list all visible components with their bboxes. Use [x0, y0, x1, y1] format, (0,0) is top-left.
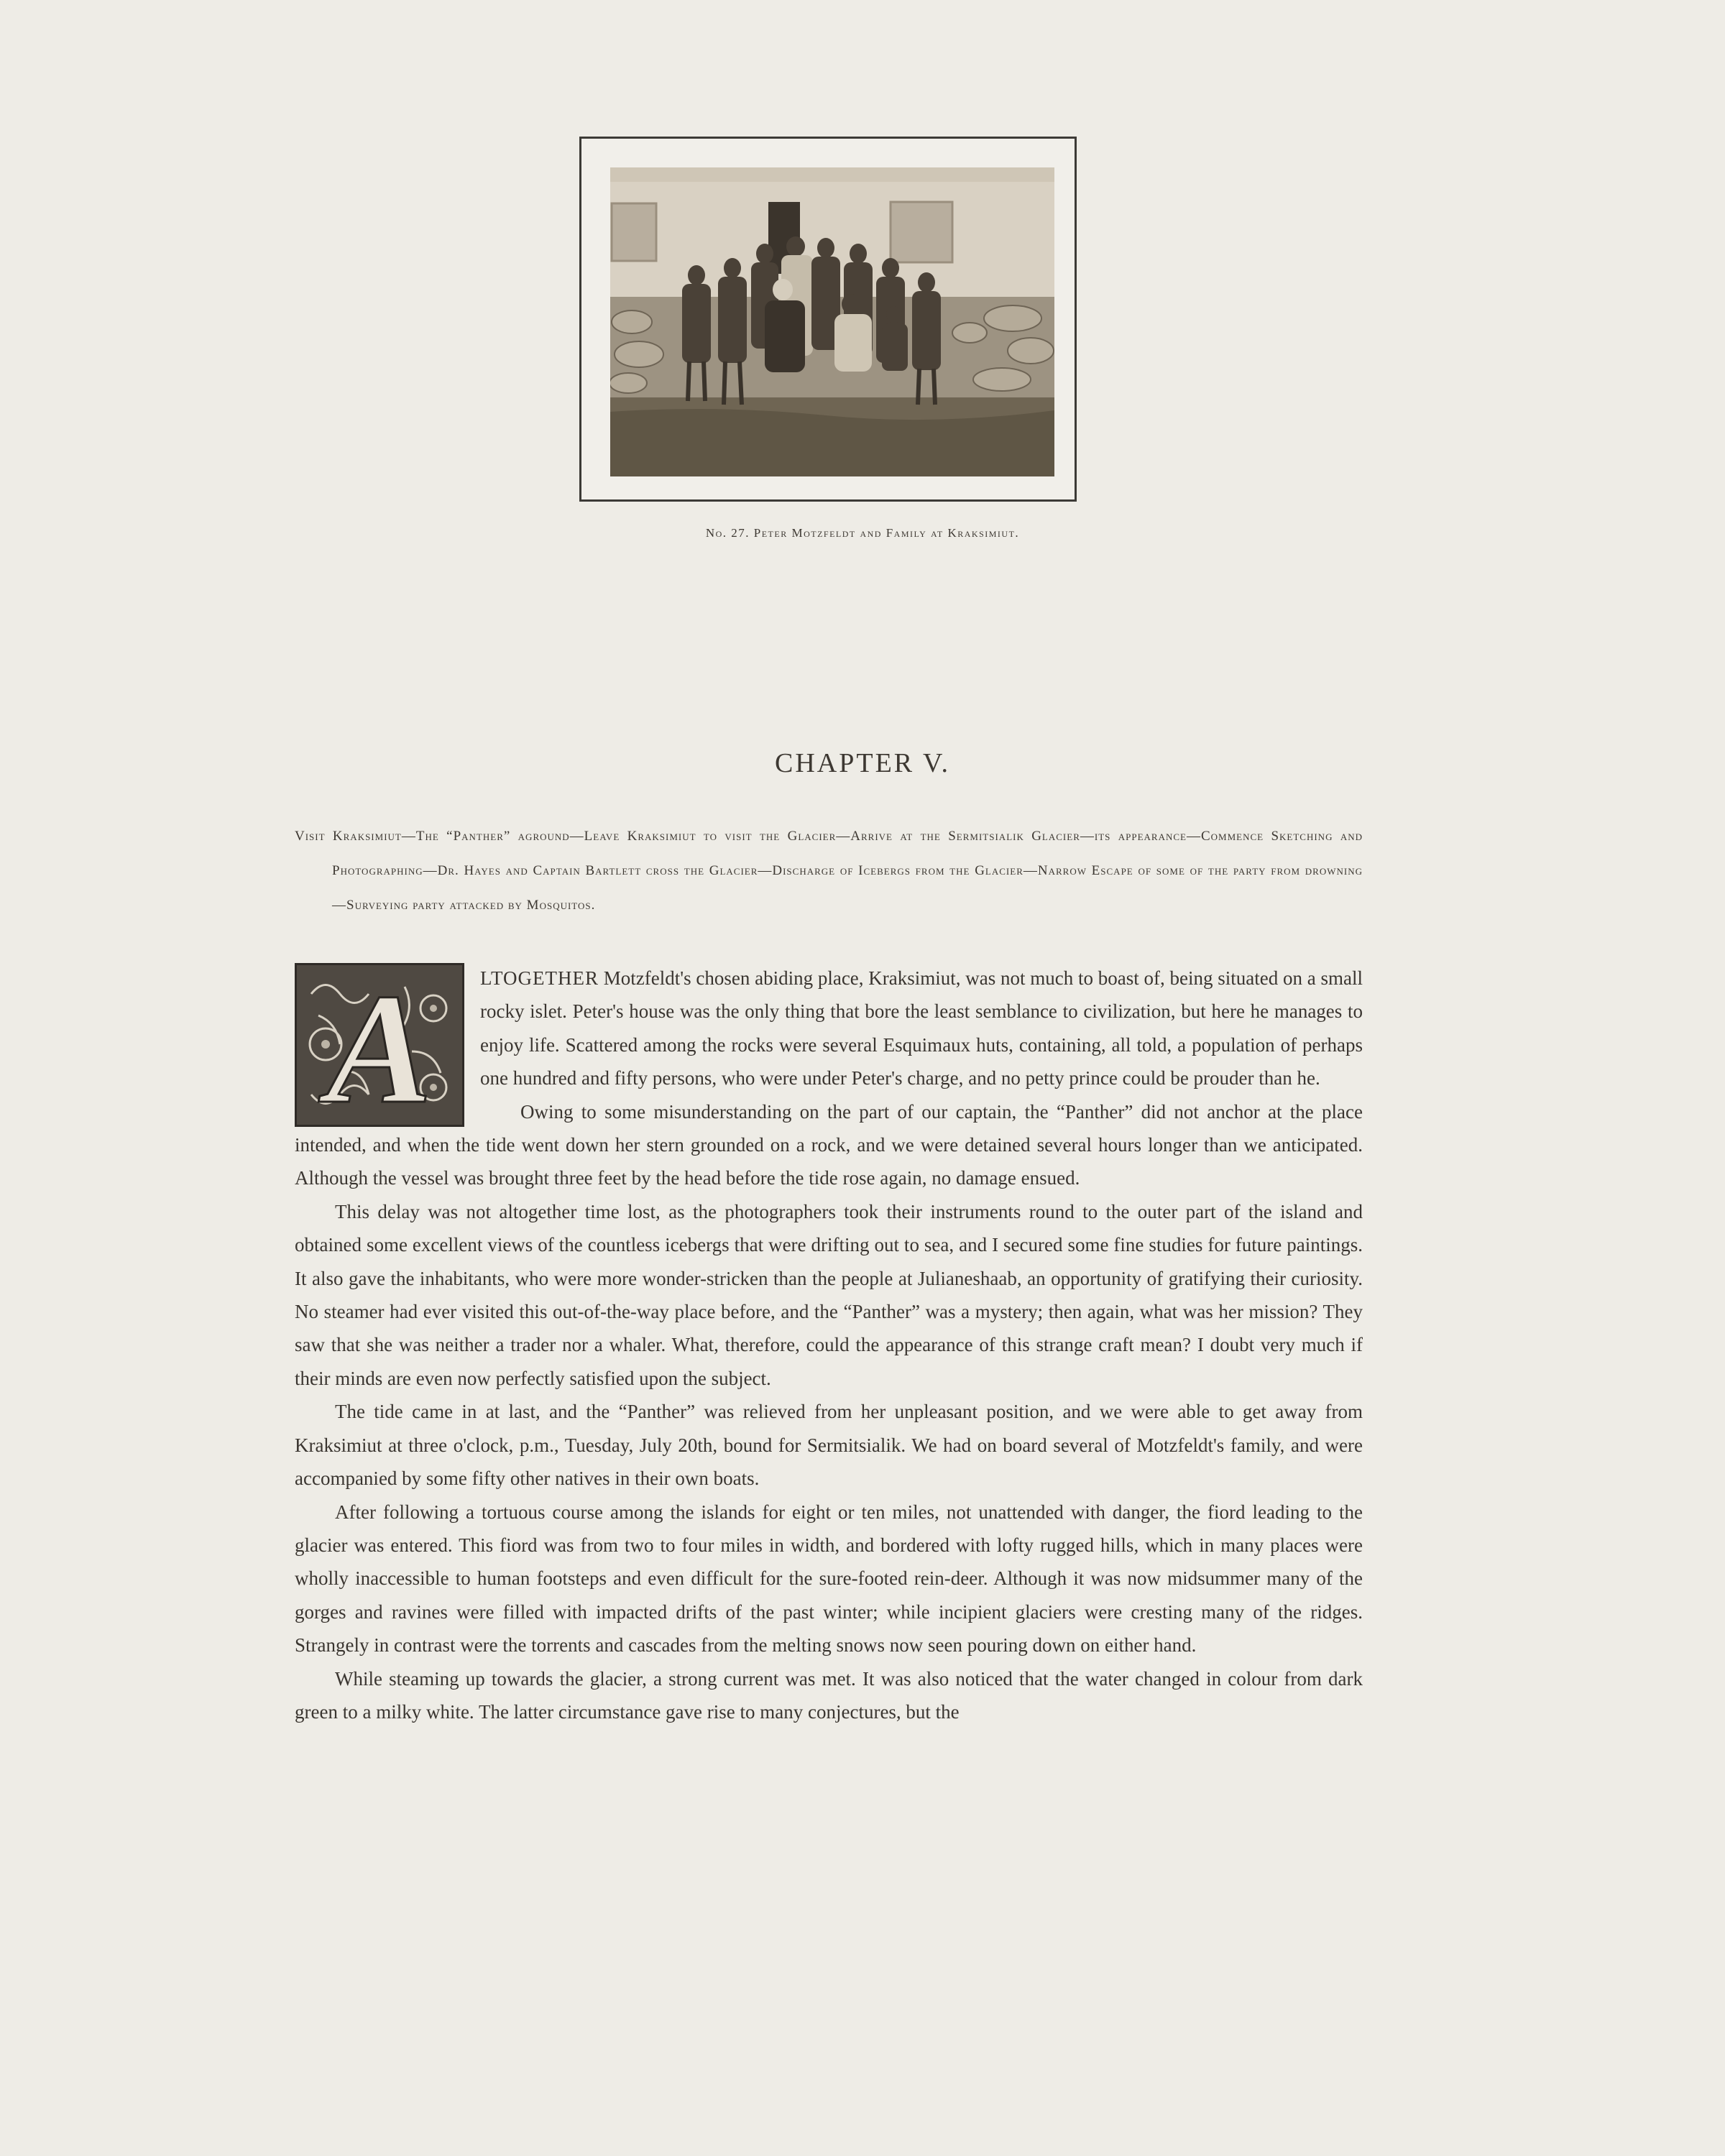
paragraph-2: Owing to some misunderstanding on the part of our captain, the “Panther” did not anchor at the place intended, and when the tide went down her stern grounded on a rock, and we were detained several hours longer than we anticipated. Although the vessel was brought three feet by the head before the tide rose again, no damage ensued.	[295, 1100, 1363, 1189]
paragraph-6: While steaming up towards the glacier, a strong current was met. It was also noticed that the water changed in colour from dark green to a milky white. The latter circumstance gave rise to many conjectures, but the	[295, 1667, 1363, 1723]
dropcap-ornament	[297, 965, 462, 1125]
paragraph-5: After following a tortuous course among the islands for eight or ten miles, not unattended with danger, the fiord leading to the glacier was entered. This fiord was from two to four miles in width, and bordered with lofty rugged hills, which in many places were wholly inaccessible to human footsteps and even difficult for the sure-footed rein-deer. Although it was now midsummer many of the gorges and ravines were filled with impacted drifts of the past winter; while incipient glaciers were cresting many of the ridges. Strangely in contrast were the torrents and cascades from the melting snows now seen pouring down on either hand.	[295, 1501, 1363, 1657]
chapter-synopsis: Visit Kraksimiut—The “Panther” aground—Leave Kraksimiut to visit the Glacier—Arrive at the Sermitsialik Glacier—its appearance—Commence Sketching and Photographing—Dr. Hayes and Captain Bartlett cross the Glacier—Discharge of Icebergs from the Glacier—Narrow Escape of some of the party from drowning—Surveying party attacked by Mosquitos.	[295, 829, 1363, 913]
first-word-rest: LTOGETHER	[480, 967, 599, 989]
chapter-body	[295, 962, 1363, 1728]
photo-plate-frame	[579, 137, 1077, 502]
dropcap-letter: A	[326, 965, 433, 1125]
photograph-illustration	[610, 167, 1054, 476]
paragraph-4: The tide came in at last, and the “Panther” was relieved from her unpleasant position, and we were able to get away from Kraksimiut at three o'clock, p.m., Tuesday, July 20th, bound for Sermitsialik. We had on board several of Motzfeldt's family, and were accompanied by some fifty other natives in their own boats.	[295, 1401, 1363, 1490]
paragraph-3: This delay was not altogether time lost, as the photographers took their instruments round to the outer part of the island and obtained some excellent views of the countless icebergs that were drifting out to sea, and I secured some fine studies for future paintings. It also gave the inhabitants, who were more wonder-stricken than the people at Julianeshaab, an opportunity of gratifying their curiosity. No steamer had ever visited this out-of-the-way place before, and the “Panther” was a mystery; then again, what was her mission? They saw that she was neither a trader nor a whaler. What, therefore, could the appearance of this strange craft mean? I doubt very much if their minds are even now perfectly satisfied upon the subject.	[295, 1200, 1363, 1389]
ornamental-dropcap	[295, 963, 464, 1127]
photograph-family-group	[610, 167, 1054, 476]
paragraph-1-text: Motzfeldt's chosen abiding place, Kraksimiut, was not much to boast of, being situated on a small rocky islet. Peter's house was the only thing that bore the least semblance to civilization, but here he manages to enjoy life. Scattered among the rocks were several Esquimaux huts, containing, all told, a population of perhaps one hundred and fifty persons, who were under Peter's charge, and no petty prince could be prouder than he.	[480, 967, 1363, 1089]
plate-caption: No. 27. Peter Motzfeldt and Family at Kraksimiut.	[705, 526, 1020, 540]
chapter-title: CHAPTER V.	[775, 748, 950, 778]
paragraph-1	[295, 962, 1363, 1125]
